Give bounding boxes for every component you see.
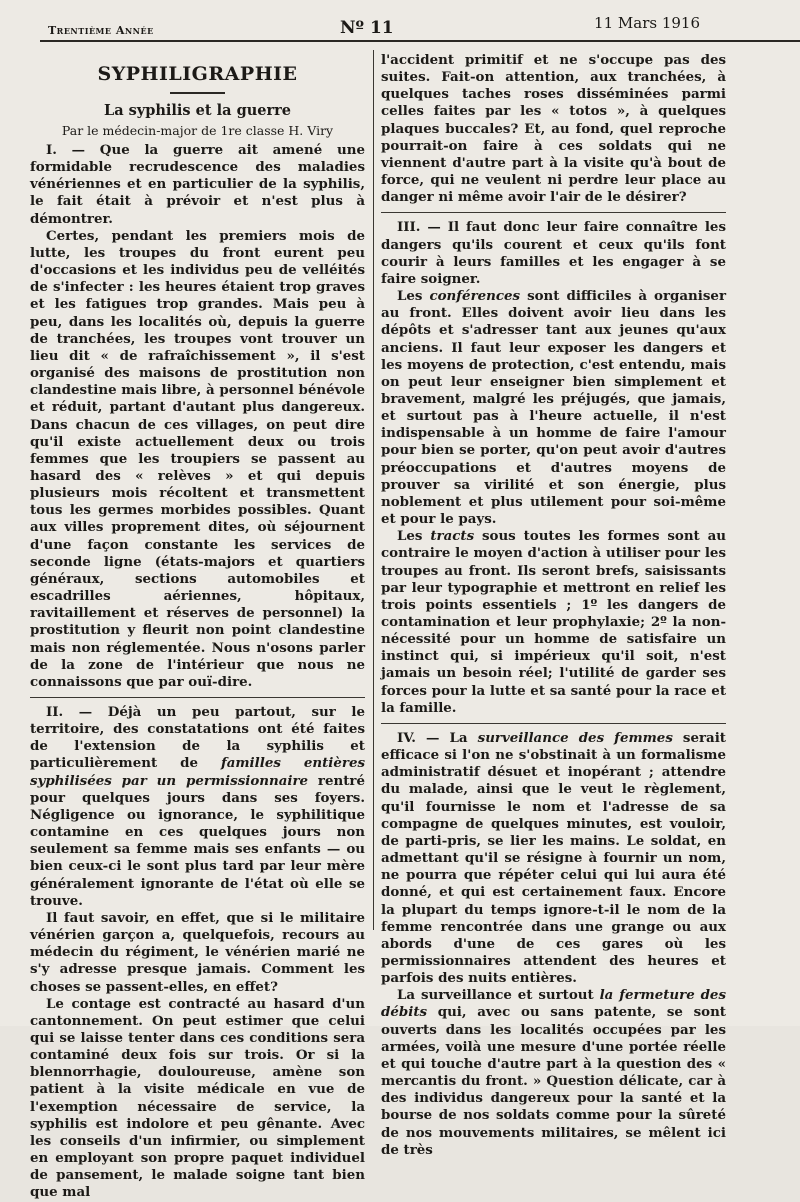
paragraph-conferences: Les conférences sont difficiles à organiser au front. Elles doivent avoir lieu dans les dépôts et s'adresser tant aux jeunes qu'aux anciens. Il faut leur exposer les dangers et les moyens de protection, c'est entendu, mais on peut leur enseigner bien simplement et bravement, malgré les préjugés, que jamais, et surtout pas à l'heure actuelle, il n'est indispensable à un homme de faire l'amour pour bien se porter, qu'on peut avoir d'autres préoccupations et d'autres moyens de prouver sa virilité et son énergie, plus noblement et plus utilement pour soi-même et pour le pays. bbox=[381, 288, 726, 528]
title-rule bbox=[170, 92, 225, 94]
paragraph-tracts: Les tracts sous toutes les formes sont au contraire le moyen d'action à utiliser pour les troupes au front. Ils seront brefs, saisissants par leur typographie et mettront en relief les trois points essentiels ; 1º les dangers de contamination et leur prophylaxie; 2º la non-nécessité pour un homme de satisfaire un instinct qui, si impérieux qu'il soit, n'est jamais un besoin réel; l'utilité de garder ses forces pour la lutte et sa santé pour la race et la famille. bbox=[381, 528, 726, 716]
paragraph: Il faut savoir, en effet, que si le militaire vénérien garçon a, quelquefois, recours au médecin du régiment, le vénérien marié ne s'y adresse presque jamais. Comment les choses se passent-elles, en effet? bbox=[30, 909, 365, 995]
header-rule bbox=[40, 40, 800, 42]
paragraph: Le contage est contracté au hasard d'un cantonnement. On peut estimer que celui qui se laisse tenter dans ces conditions sera contaminé deux fois sur trois. Or si la blennorrhagie, douloureuse, amène son patient à la visite médicale en vue de l'exemption nécessaire de service, la syphilis est indolore et peu gênante. Avec les conseils d'un infirmier, ou simplement en employant son propre paquet individuel de pansement, le malade soigne tant bien que mal bbox=[30, 995, 365, 1201]
header-year: Trentième Année bbox=[48, 24, 154, 37]
section-separator bbox=[381, 723, 726, 724]
paragraph-ii: II. — Déjà un peu partout, sur le territoire, des constatations ont été faites de l'extension de la syphilis et particulièrement de familles entières syphilisées par un permissionnaire rentré pour quelques jours dans ses foyers. Négligence ou ignorance, le syphilitique contamine en ces quelques jours non seulement sa femme mais ses enfants — ou bien ceux-ci le sont plus tard par leur mère généralement ignorante de l'état où elle se trouve. bbox=[30, 704, 366, 909]
column-divider bbox=[373, 50, 374, 930]
paragraph: l'accident primitif et ne s'occupe pas des suites. Fait-on attention, aux tranchées, à quelques taches roses disséminées parmi celles faites par les « totos », à quelques plaques buccales? Et, au fond, quel reproche pourrait-on faire à ces soldats qui ne viennent d'autre part à la visite qu'à bout de force, qui ne veulent ni perdre leur place au danger ni même avoir l'air de le désirer? bbox=[381, 52, 726, 206]
section-title: SYPHILIGRAPHIE bbox=[97, 63, 298, 85]
left-column bbox=[30, 54, 365, 1202]
section-separator bbox=[30, 697, 365, 698]
paragraph-i: I. — Que la guerre ait amené une formidable recrudescence des maladies vénériennes et en particulier de la syphilis, le fait était à prévoir et n'est plus à démontrer. bbox=[30, 142, 365, 227]
right-column bbox=[381, 52, 726, 1159]
article-title: La syphilis et la guerre bbox=[104, 102, 291, 119]
paragraph-iv: IV. — La surveillance des femmes serait efficace si l'on ne s'obstinait à un formalisme administratif désuet et inopérant ; attendre du malade, ainsi que le veut le règlement, qu'il fournisse le nom et l'adresse de sa compagne de quelques minutes, est vouloir, de parti-pris, se lier les mains. Le soldat, en admettant qu'il se résigne à fournir un nom, ne pourra que répéter celui qui lui aura été donné, et qui est certainement faux. Encore la plupart du temps ignore-t-il le nom de la femme rencontrée dans une grange ou aux abords d'une de ces gares où les permissionnaires attendent des heures et parfois des nuits entières. bbox=[381, 729, 726, 987]
paragraph-iii: III. — Il faut donc leur faire connaître les dangers qu'ils courent et ceux qu'ils font courir à leurs familles et les engager à se faire soigner. bbox=[381, 219, 726, 287]
section-separator bbox=[381, 212, 726, 213]
paragraph-debits: La surveillance et surtout la fermeture des débits qui, avec ou sans patente, se sont ouverts dans les localités occupées par les armées, voilà une mesure d'une portée réelle et qui touche d'autre part à la question des « mercantis du front. » Question délicate, car à des individus dangereux pour la santé et la bourse de nos soldats comme pour la sûreté de nos mouvements militaires, se mêlent ici de très bbox=[381, 987, 726, 1158]
page-header bbox=[0, 12, 800, 38]
header-date: 11 Mars 1916 bbox=[594, 14, 700, 32]
paragraph: Certes, pendant les premiers mois de lutte, les troupes du front eurent peu d'occasions et les individus peu de velléités de s'infecter : les heures étaient trop graves et les fatigues trop grandes. Mais peu à peu, dans les localités où, depuis la guerre de tranchées, les troupes vont trouver un lieu dit « de rafraîchissement », il s'est organisé des maisons de prostitution non clandestine mais libre, à personnel bénévole et réduit, partant d'autant plus dangereux. Dans chacun de ces villages, on peut dire qu'il existe actuellement deux ou trois femmes que les troupiers se passent au hasard des « relèves » et qui depuis plusieurs mois récoltent et transmettent tous les germes morbides possibles. Quant aux villes proprement dites, où séjournent d'une façon constante les services de seconde ligne (états-majors et quartiers généraux, sections automobiles et escadrilles aériennes, hôpitaux, ravitaillement et réserves de personnel) la prostitution y fleurit non point clandestine mais non réglementée. Nous n'osons parler de la zone de l'intérieur que nous ne connaissons que par ouï-dire. bbox=[30, 227, 365, 690]
header-issue-number: Nº 11 bbox=[340, 18, 394, 38]
article-byline: Par le médecin-major de 1re classe H. Viry bbox=[61, 123, 334, 138]
